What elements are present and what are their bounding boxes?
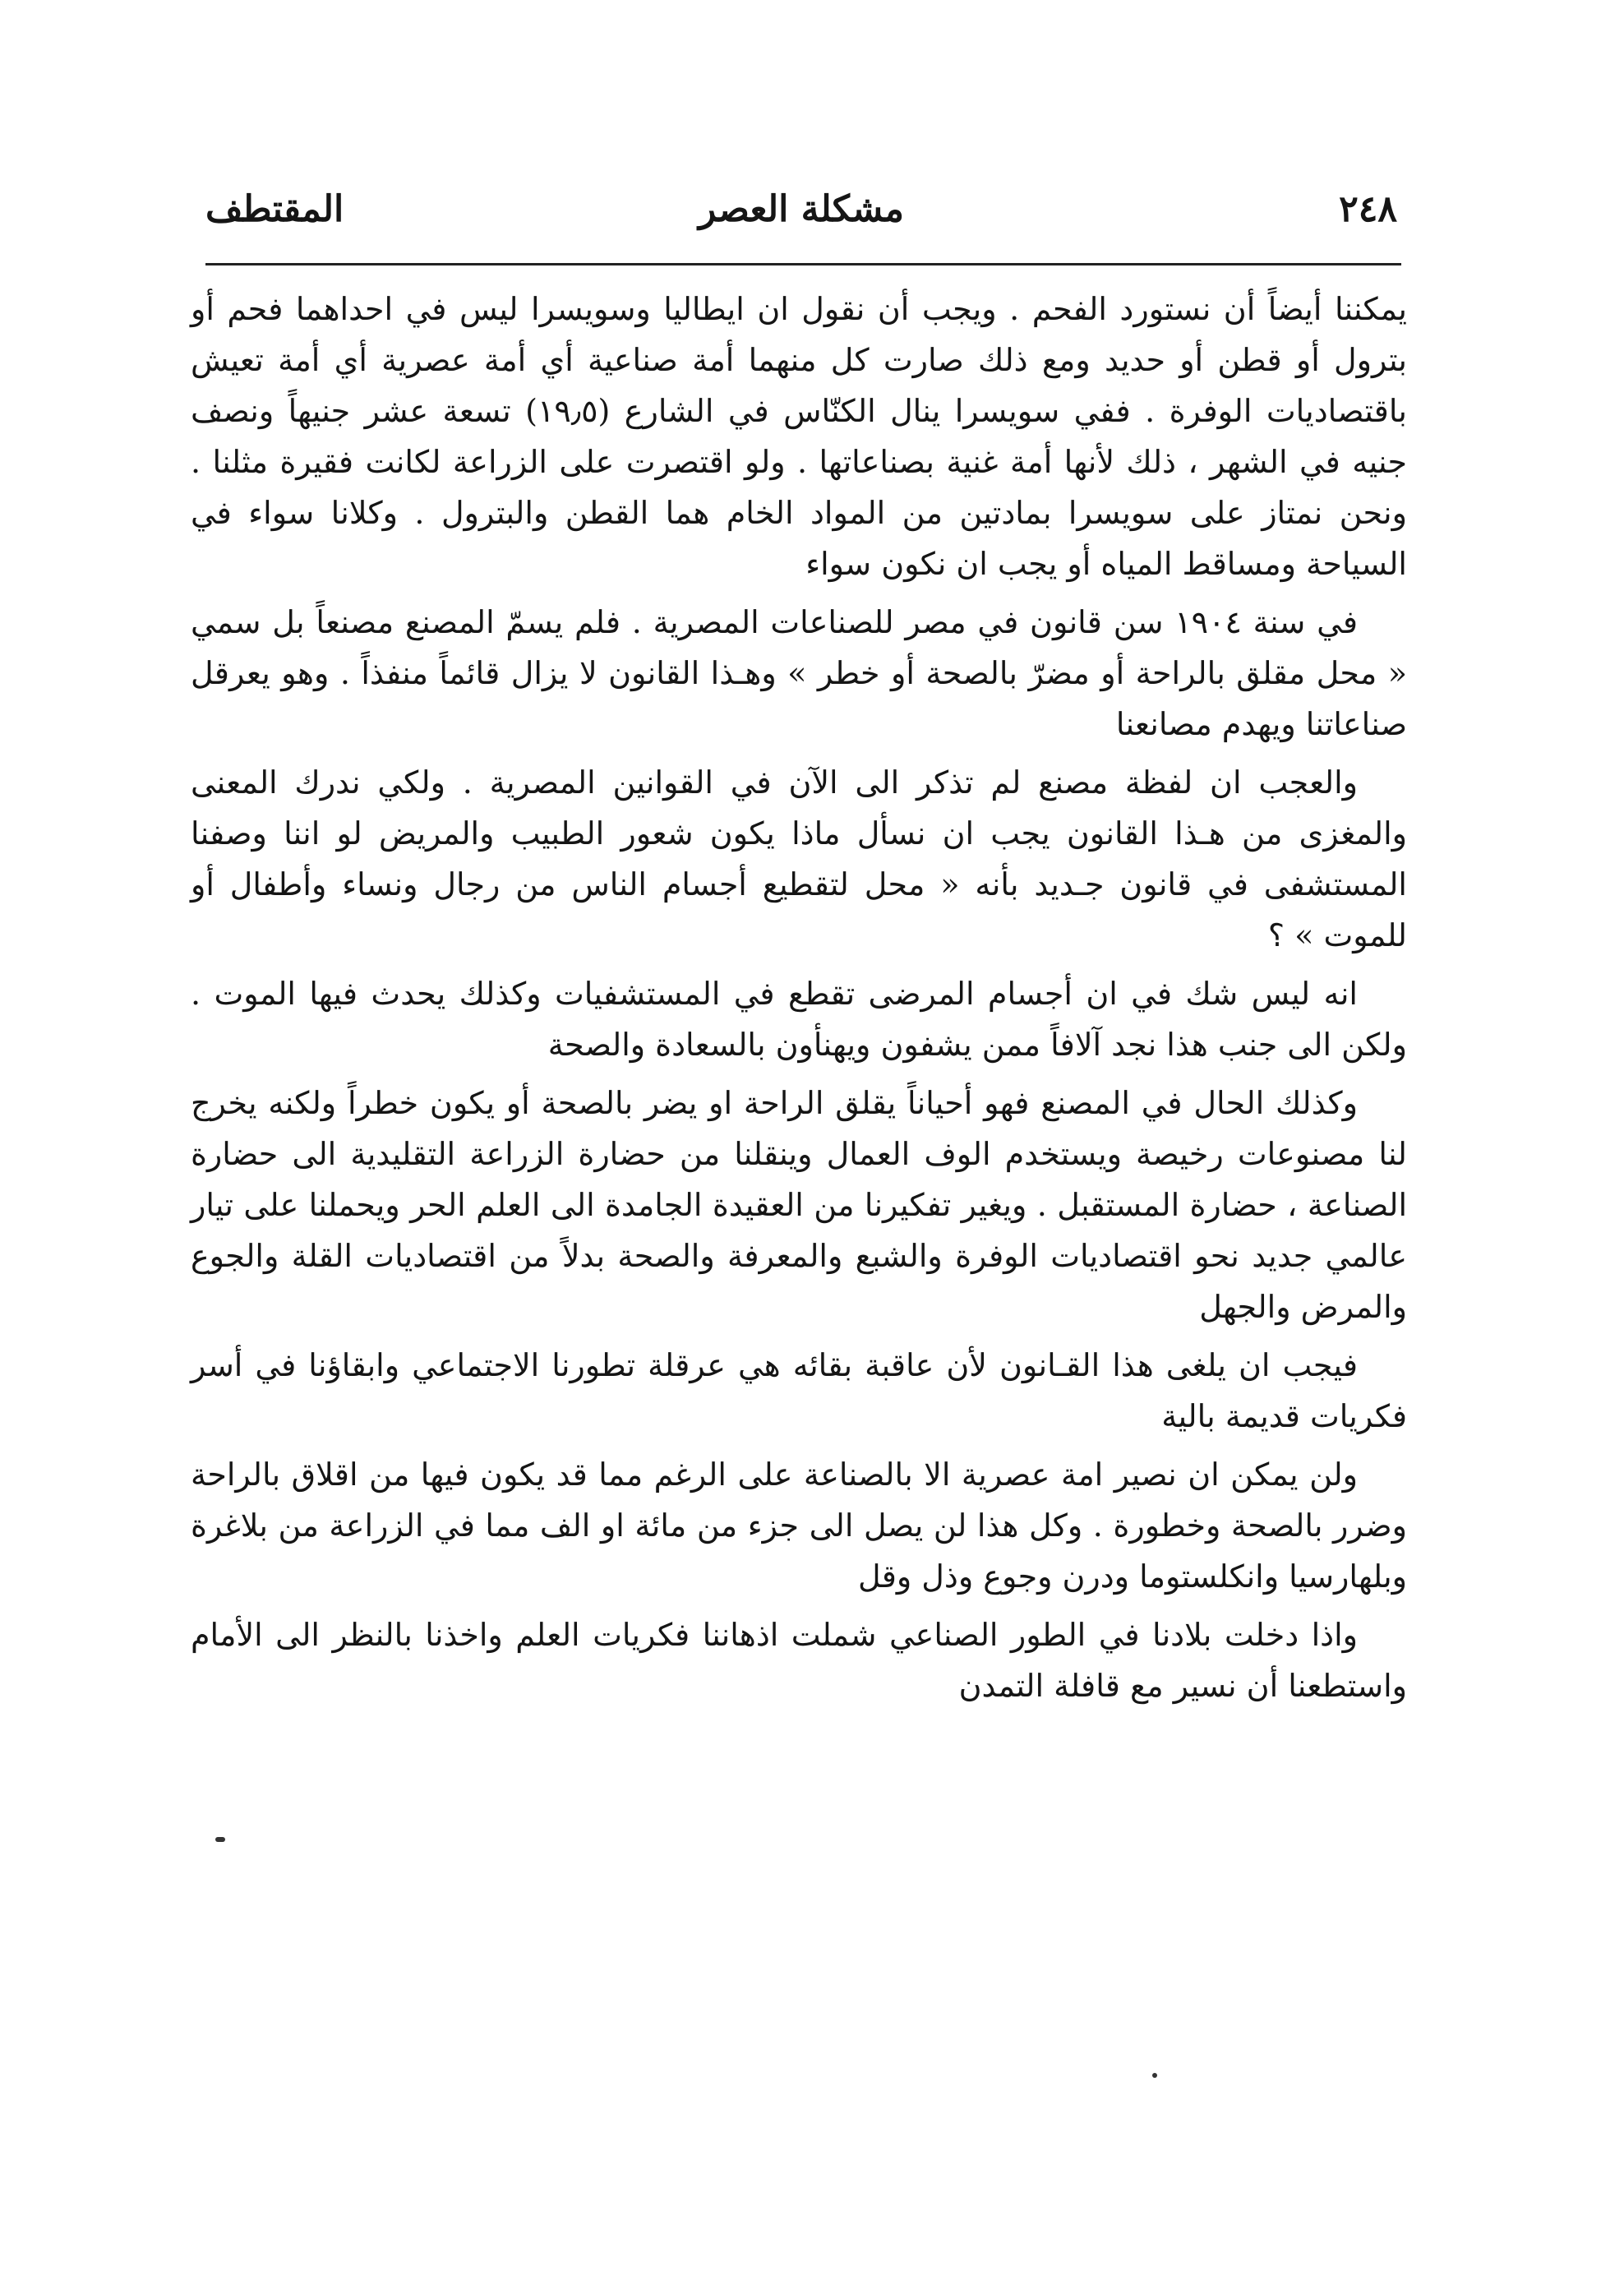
- paragraph-8: واذا دخلت بلادنا في الطور الصناعي شملت اذهاننا فكريات العلم واخذنا بالنظر الى الأمام واستطعنا أن نسير مع قافلة التمدن: [191, 1617, 1407, 1704]
- paragraph-6: فيجب ان يلغى هذا القـانون لأن عاقبة بقائه هي عرقلة تطورنا الاجتماعي وابقاؤنا في أسر فكريات قديمة بالية: [191, 1347, 1407, 1434]
- scan-speck: [215, 1837, 225, 1842]
- article-title: مشكلة العصر: [699, 188, 904, 230]
- page-number: ٢٤٨: [1339, 188, 1397, 230]
- article-body: [191, 284, 1407, 1719]
- paragraph-7: ولن يمكن ان نصير امة عصرية الا بالصناعة على الرغم مما قد يكون فيها من اقلاق بالراحة وضرر بالصحة وخطورة . وكل هذا لن يصل الى جزء من مائة او الف مما في الزراعة من بلاغرة وبلهارسيا وانكلستوما ودرن وجوع وذل وقل: [191, 1456, 1407, 1595]
- paragraph-2: في سنة ١٩٠٤ سن قانون في مصر للصناعات المصرية . فلم يسمّ المصنع مصنعاً بل سمي « محل مقلق بالراحة أو مضرّ بالصحة أو خطر » وهـذا القانون لا يزال قائماً منفذاً . وهو يعرقل صناعاتنا ويهدم مصانعنا: [191, 604, 1407, 742]
- paragraph-1: يمكننا أيضاً أن نستورد الفحم . ويجب أن نقول ان ايطاليا وسويسرا ليس في احداهما فحم أو بترول أو قطن أو حديد ومع ذلك صارت كل منهما أمة صناعية أي أمة عصرية أي أمة تعيش باقتصاديات الوفرة . ففي سويسرا ينال الكنّاس في الشارع (١٩٫٥) تسعة عشر جنيهاً ونصف جنيه في الشهر ، ذلك لأنها أمة غنية بصناعاتها . ولو اقتصرت على الزراعة لكانت فقيرة مثلنا . ونحن نمتاز على سويسرا بمادتين من المواد الخام هما القطن والبترول . وكلانا سواء في السياحة ومساقط المياه أو يجب ان نكون سواء: [191, 291, 1407, 582]
- paragraph-5: وكذلك الحال في المصنع فهو أحياناً يقلق الراحة او يضر بالصحة أو يكون خطراً ولكنه يخرج لنا مصنوعات رخيصة ويستخدم الوف العمال وينقلنا من حضارة الزراعة التقليدية الى حضارة الصناعة ، حضارة المستقبل . ويغير تفكيرنا من العقيدة الجامدة الى العلم الحر ويحملنا على تيار عالمي جديد نحو اقتصاديات الوفرة والشبع والمعرفة والصحة بدلاً من اقتصاديات القلة والجوع والمرض والجهل: [191, 1085, 1407, 1325]
- paragraph-4: انه ليس شك في ان أجسام المرضى تقطع في المستشفيات وكذلك يحدث فيها الموت . ولكن الى جنب هذا نجد آلافاً ممن يشفون ويهنأون بالسعادة والصحة: [191, 976, 1407, 1063]
- magazine-name: المقتطف: [205, 188, 344, 230]
- header-rule: [205, 263, 1401, 265]
- paragraph-3: والعجب ان لفظة مصنع لم تذكر الى الآن في القوانين المصرية . ولكي ندرك المعنى والمغزى من هـذا القانون يجب ان نسأل ماذا يكون شعور الطبيب والمريض لو اننا وصفنا المستشفى في قانون جـديد بأنه « محل لتقطيع أجسام الناس من رجال ونساء وأطفال أو للموت » ؟: [191, 764, 1407, 953]
- running-header: [205, 177, 1397, 242]
- scan-speck: [1152, 2073, 1157, 2078]
